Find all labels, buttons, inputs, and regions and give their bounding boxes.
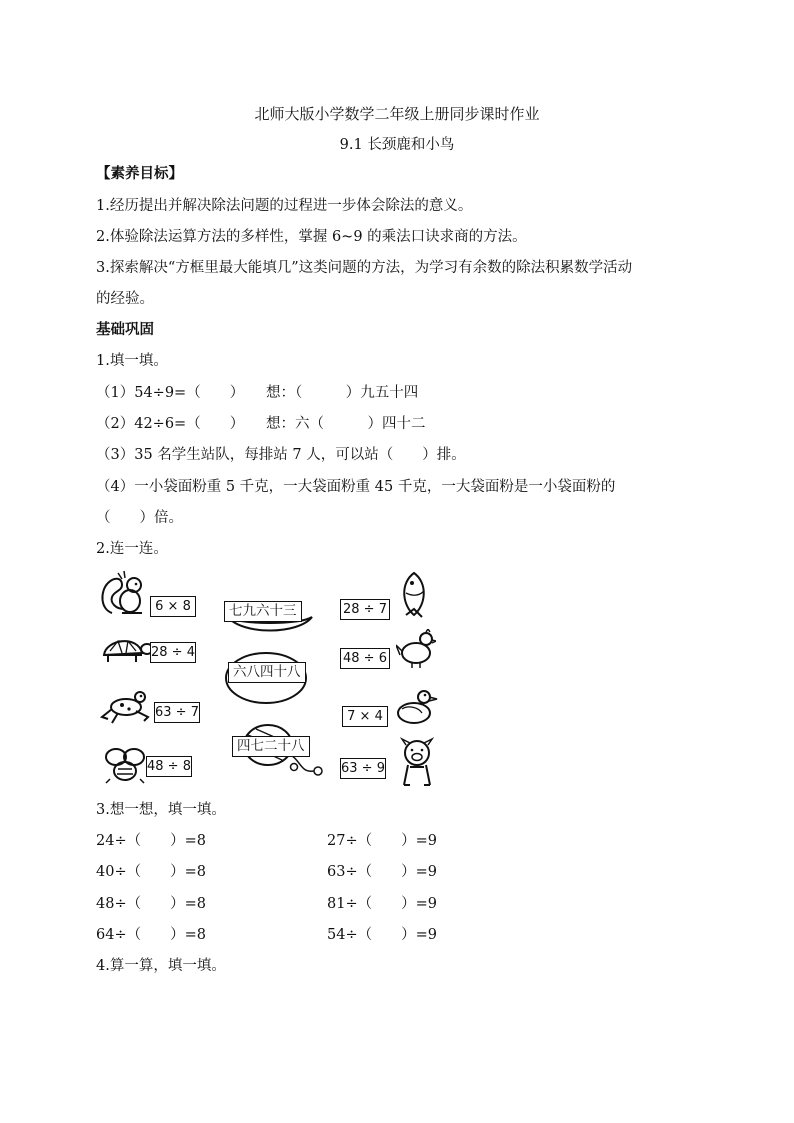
match-right-4[interactable]: 63 ÷ 9 xyxy=(340,758,386,779)
match-right-1[interactable]: 28 ÷ 7 xyxy=(340,599,390,620)
q1-item-4-cont: （ ）倍。 xyxy=(96,510,183,526)
match-right-3[interactable]: 7 × 4 xyxy=(342,706,388,727)
pig-icon xyxy=(394,737,440,789)
basics-heading: 基础巩固 xyxy=(96,321,154,338)
matching-figure xyxy=(96,565,446,790)
q3-left-1: 24÷（ ）=8 xyxy=(96,833,206,849)
match-left-3[interactable]: 63 ÷ 7 xyxy=(154,702,200,723)
q3-title: 3.想一想，填一填。 xyxy=(96,802,226,818)
match-right-2[interactable]: 48 ÷ 6 xyxy=(340,648,390,669)
q1-item-1: （1）54÷9=（ ） 想：（ ）九五十四 xyxy=(96,385,419,401)
phrase-1[interactable]: 七九六十三 xyxy=(224,601,302,622)
goal-3: 3.探索解决“方框里最大能填几”这类问题的方法，为学习有余数的除法积累数学活动 xyxy=(96,260,633,276)
q3-right-2: 63÷（ ）=9 xyxy=(327,864,437,880)
q3-right-1: 27÷（ ）=9 xyxy=(327,833,437,849)
q4-title: 4.算一算，填一填。 xyxy=(96,958,226,974)
phrase-2[interactable]: 六八四十八 xyxy=(228,662,306,683)
page-title: 北师大版小学数学二年级上册同步课时作业 xyxy=(254,105,540,123)
q1-item-4: （4）一小袋面粉重 5 千克，一大袋面粉重 45 千克，一大袋面粉是一小袋面粉的 xyxy=(96,479,616,495)
lesson-title: 9.1 长颈鹿和小鸟 xyxy=(339,137,455,153)
q3-left-4: 64÷（ ）=8 xyxy=(96,927,206,943)
q3-right-4: 54÷（ ）=9 xyxy=(327,927,437,943)
frog-icon xyxy=(98,687,154,725)
match-left-1[interactable]: 6 × 8 xyxy=(150,596,196,617)
q3-left-2: 40÷（ ）=8 xyxy=(96,864,206,880)
q1-item-2: （2）42÷6=（ ） 想：六（ ）四十二 xyxy=(96,416,426,432)
fish-icon xyxy=(396,569,432,621)
duck-icon xyxy=(394,685,438,727)
goals-heading: 【素养目标】 xyxy=(96,165,183,182)
squirrel-icon xyxy=(98,569,150,617)
goal-3-cont: 的经验。 xyxy=(96,291,154,307)
q1-title: 1.填一填。 xyxy=(96,353,168,369)
q3-left-3: 48÷（ ）=8 xyxy=(96,896,206,912)
match-left-2[interactable]: 28 ÷ 4 xyxy=(150,642,196,663)
match-left-4[interactable]: 48 ÷ 8 xyxy=(146,756,192,777)
turtle-icon xyxy=(100,631,154,665)
bee-icon xyxy=(102,745,148,785)
q1-item-3: （3）35 名学生站队，每排站 7 人，可以站（ ）排。 xyxy=(96,447,466,463)
goal-2: 2.体验除法运算方法的多样性，掌握 6~9 的乘法口诀求商的方法。 xyxy=(96,229,527,245)
hen-icon xyxy=(396,629,436,669)
goal-1: 1.经历提出并解决除法问题的过程进一步体会除法的意义。 xyxy=(96,198,473,214)
phrase-3[interactable]: 四七二十八 xyxy=(232,736,310,757)
q3-right-3: 81÷（ ）=9 xyxy=(327,896,437,912)
q2-title: 2.连一连。 xyxy=(96,541,168,557)
